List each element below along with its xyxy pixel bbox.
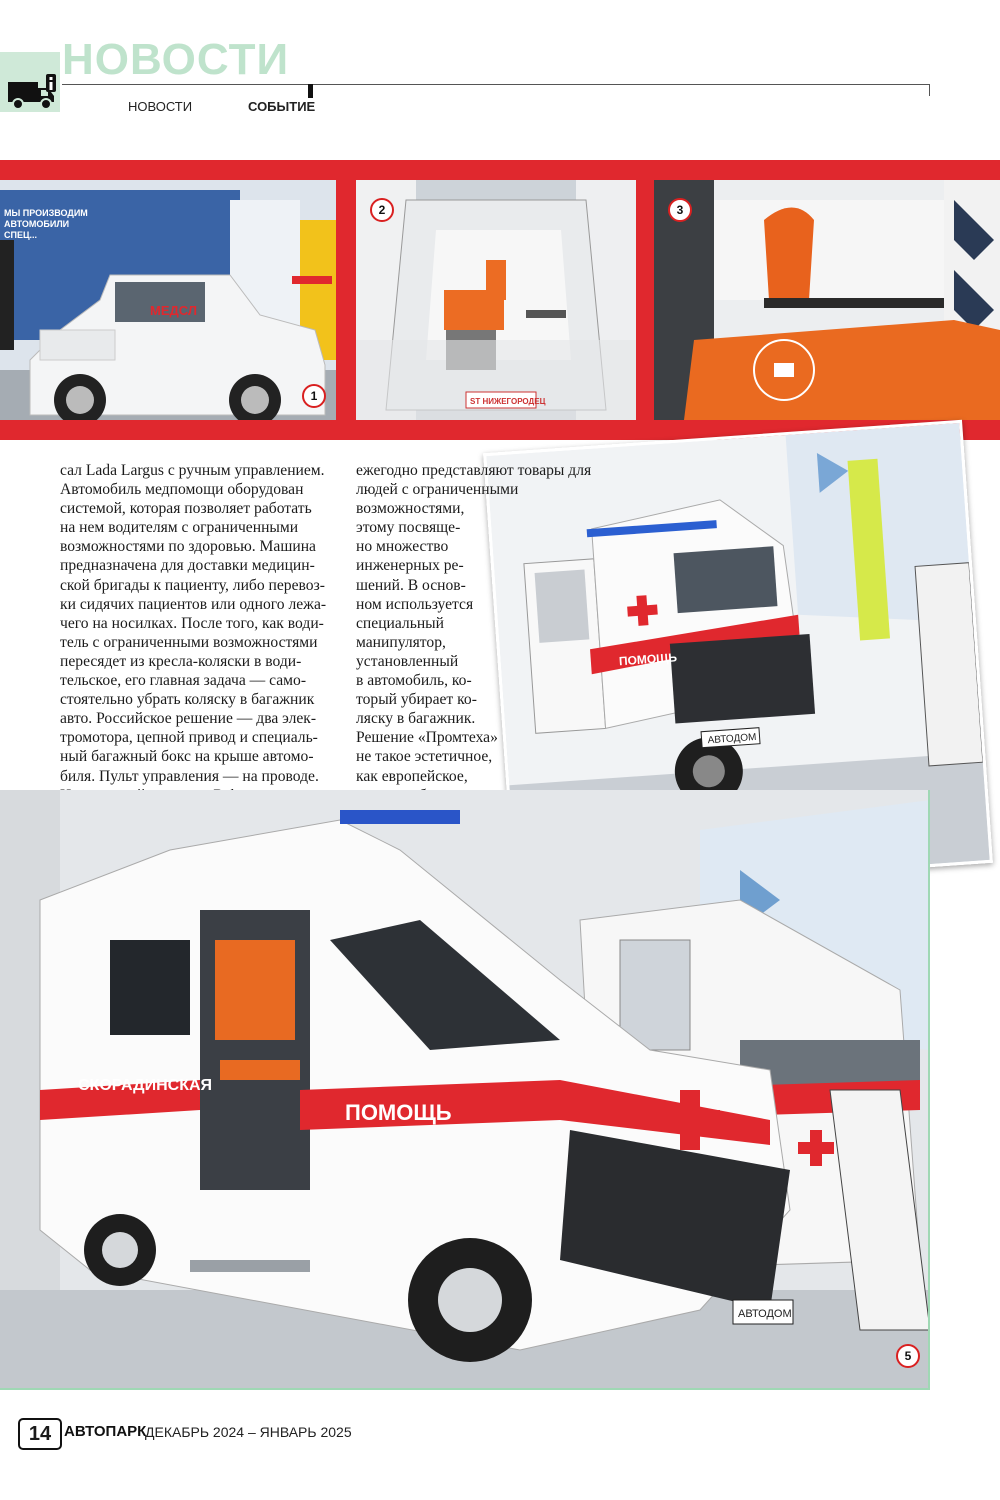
header-marker (308, 84, 313, 98)
photo-ambulance-van (0, 790, 930, 1390)
breadcrumb-news[interactable]: НОВОСТИ (128, 99, 193, 114)
article-line: предназначена для доставки медицин- (60, 557, 315, 575)
article-line: специальный (356, 614, 444, 632)
photo1-sign-line2: АВТОМОБИЛИ (4, 219, 70, 229)
photo4-plate: АВТОДОМ (707, 731, 757, 747)
article-line: инженерных ре- (356, 557, 464, 575)
article-line: ный багажный бокс на крыше автомо- (60, 748, 314, 766)
article-line: ляску в багажник. (356, 710, 476, 728)
article-line: возможностями по здоровью. Машина (60, 538, 316, 556)
article-line: на нем водителям с ограниченными (60, 519, 299, 537)
article-line: шений. В основ- (356, 576, 466, 594)
article-line: людей с ограниченными (356, 481, 519, 499)
article-column-1 (60, 461, 346, 805)
article-line: Решение «Промтеха» (356, 729, 498, 747)
issue-date: ДЕКАБРЬ 2024 – ЯНВАРЬ 2025 (145, 1424, 352, 1440)
article-line: ки сидячих пациентов или одного лежа- (60, 595, 327, 613)
article-line: чего на носилках. После того, как води- (60, 614, 324, 632)
article-line: системой, которая позволяет работать (60, 500, 312, 518)
photo-number-badge: 2 (370, 198, 394, 222)
article-line: не такое эстетичное, (356, 748, 493, 766)
article-line: торый убирает ко- (356, 691, 477, 709)
photo5-skoraya-label: СКОРАДИНСКАЯ (78, 1077, 213, 1094)
article-line: сал Lada Largus с ручным управлением. (60, 462, 325, 479)
photo-number-badge: 3 (668, 198, 692, 222)
article-line: как европейское, (356, 767, 468, 785)
article-line: тель с ограниченными возможностями (60, 633, 318, 651)
article-line: стоятельно убрать коляску в багажник (60, 691, 315, 709)
photo4-pomoshch-label: ПОМОЩЬ (618, 650, 678, 669)
article-line: установленный (356, 652, 459, 670)
article-line: в автомобиль, ко- (356, 672, 472, 690)
photo5-plate: АВТОДОМ (738, 1308, 792, 1320)
article-line: манипулятор, (356, 633, 446, 651)
breadcrumb-event[interactable]: СОБЫТИЕ (248, 99, 316, 114)
page-number: 14 (18, 1418, 62, 1450)
photo-number-badge: 5 (896, 1344, 920, 1368)
article-line: ном используется (356, 595, 474, 613)
photo-number-badge: 1 (302, 384, 326, 408)
article-line: этому посвяще- (356, 519, 461, 537)
article-line: возможностями, (356, 500, 465, 518)
photo1-vehicle-label: МЕДСЛ (150, 303, 197, 318)
photo1-sign-line1: МЫ ПРОИЗВОДИМ (4, 208, 88, 218)
photo-orange-seat-interior (654, 180, 1000, 420)
article-line: тельское, его главная задача — само- (60, 672, 307, 690)
photo1-sign-line3: СПЕЦ... (4, 230, 38, 240)
truck-icon (6, 72, 58, 112)
article-line: но множество (356, 538, 449, 556)
article-line: ежегодно представляют товары для (356, 462, 592, 479)
section-title: НОВОСТИ (62, 35, 290, 84)
photo2-brand-plate: ST НИЖЕГОРОДЕЦ (470, 397, 546, 406)
article-line: авто. Российское решение — два элек- (60, 710, 317, 728)
article-line: тромотора, цепной привод и специаль- (60, 729, 318, 747)
magazine-name: АВТОПАРК (64, 1423, 147, 1440)
photo-pickup-ambulance (0, 180, 336, 420)
photo5-pomoshch-label: ПОМОЩЬ (345, 1100, 452, 1125)
header-rule (62, 84, 930, 85)
article-line: ской бригады к пациенту, либо перевоз- (60, 576, 325, 594)
article-line: биля. Пульт управления — на проводе. (60, 767, 319, 785)
article-column-2 (356, 461, 618, 805)
header-rule-end (929, 84, 930, 96)
photo-vehicle-rear-interior (356, 180, 636, 420)
article-line: пересядет из кресла-коляски в води- (60, 652, 302, 670)
article-line: Автомобиль медпомощи оборудован (60, 481, 304, 499)
